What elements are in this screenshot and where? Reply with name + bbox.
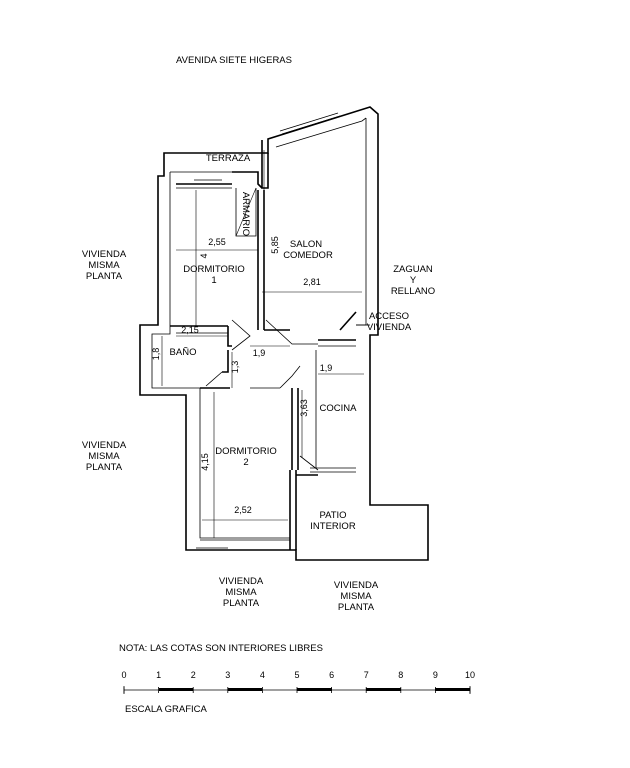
dimension-label: 5,85 [270,236,280,254]
scale-tick-label: 0 [121,670,127,680]
dimension-label: 2,15 [181,325,199,335]
room-label-patio: PATIO [319,510,347,521]
scale-tick-label: 5 [294,670,300,680]
neighbor-label-west-top-2: MISMA [88,260,120,271]
dimension-label: 1,9 [252,348,266,358]
room-label-dormitorio-1-number: 1 [211,275,217,286]
street-label: AVENIDA SIETE HIGERAS [176,55,292,66]
neighbor-label-west-bottom-2: MISMA [88,451,120,462]
dimension-label: 4,15 [200,453,210,471]
neighbor-label-south-left-3: PLANTA [222,598,260,609]
scale-tick-label: 9 [432,670,438,680]
neighbor-label-west-bottom-3: PLANTA [85,462,123,473]
neighbor-label-west-top-1: VIVIENDA [81,249,127,260]
scale-tick-label: 8 [398,670,404,680]
neighbor-label-south-left-2: MISMA [225,587,257,598]
scale-tick-label: 6 [329,670,335,680]
room-label-dormitorio-1: DORMITORIO [183,264,245,275]
scale-bar [121,670,475,694]
dimension-label: 4 [199,253,209,259]
room-label-cocina: COCINA [319,403,357,414]
zaguan-label-3: RELLANO [390,286,436,297]
dimension-label: 2,81 [303,277,321,287]
neighbor-label-south-right-3: PLANTA [337,602,375,613]
note-label: NOTA: LAS COTAS SON INTERIORES LIBRES [119,643,323,654]
zaguan-label-1: ZAGUAN [393,264,433,275]
neighbor-label-south-left-1: VIVIENDA [218,576,264,587]
neighbor-label-west-bottom-1: VIVIENDA [81,440,127,451]
acceso-label-1: ACCESO [368,311,410,322]
room-label-armario: ARMARIO [240,191,251,237]
room-label-terraza: TERRAZA [205,153,251,164]
scale-tick-label: 4 [259,670,265,680]
room-label-interior: INTERIOR [310,521,356,532]
scale-tick-label: 7 [363,670,369,680]
room-label-dormitorio-2-number: 2 [243,457,249,468]
dimension-label: 2,55 [208,237,226,247]
dimension-label: 2,52 [234,505,252,515]
scale-tick-label: 2 [190,670,196,680]
scale-tick-label: 1 [156,670,162,680]
neighbor-label-west-top-3: PLANTA [85,271,123,282]
acceso-label-2: VIVIENDA [366,322,412,333]
dimension-label: 3,63 [299,399,309,417]
room-label-dormitorio-2: DORMITORIO [215,446,277,457]
scale-title: ESCALA GRAFICA [125,704,207,715]
room-label-bano: BAÑO [169,347,197,358]
dimension-lines [162,150,364,538]
room-label-salon: SALON [289,239,323,250]
neighbor-label-south-right-1: VIVIENDA [333,580,379,591]
scale-tick-label: 3 [225,670,231,680]
dimension-label: 1,3 [230,360,240,374]
room-label-comedor: COMEDOR [283,250,333,261]
zaguan-label-2: Y [409,275,417,286]
dimension-label: 1,9 [319,363,333,373]
dimension-label: 1,8 [151,347,161,361]
scale-tick-label: 10 [464,670,476,680]
neighbor-label-south-right-2: MISMA [340,591,372,602]
